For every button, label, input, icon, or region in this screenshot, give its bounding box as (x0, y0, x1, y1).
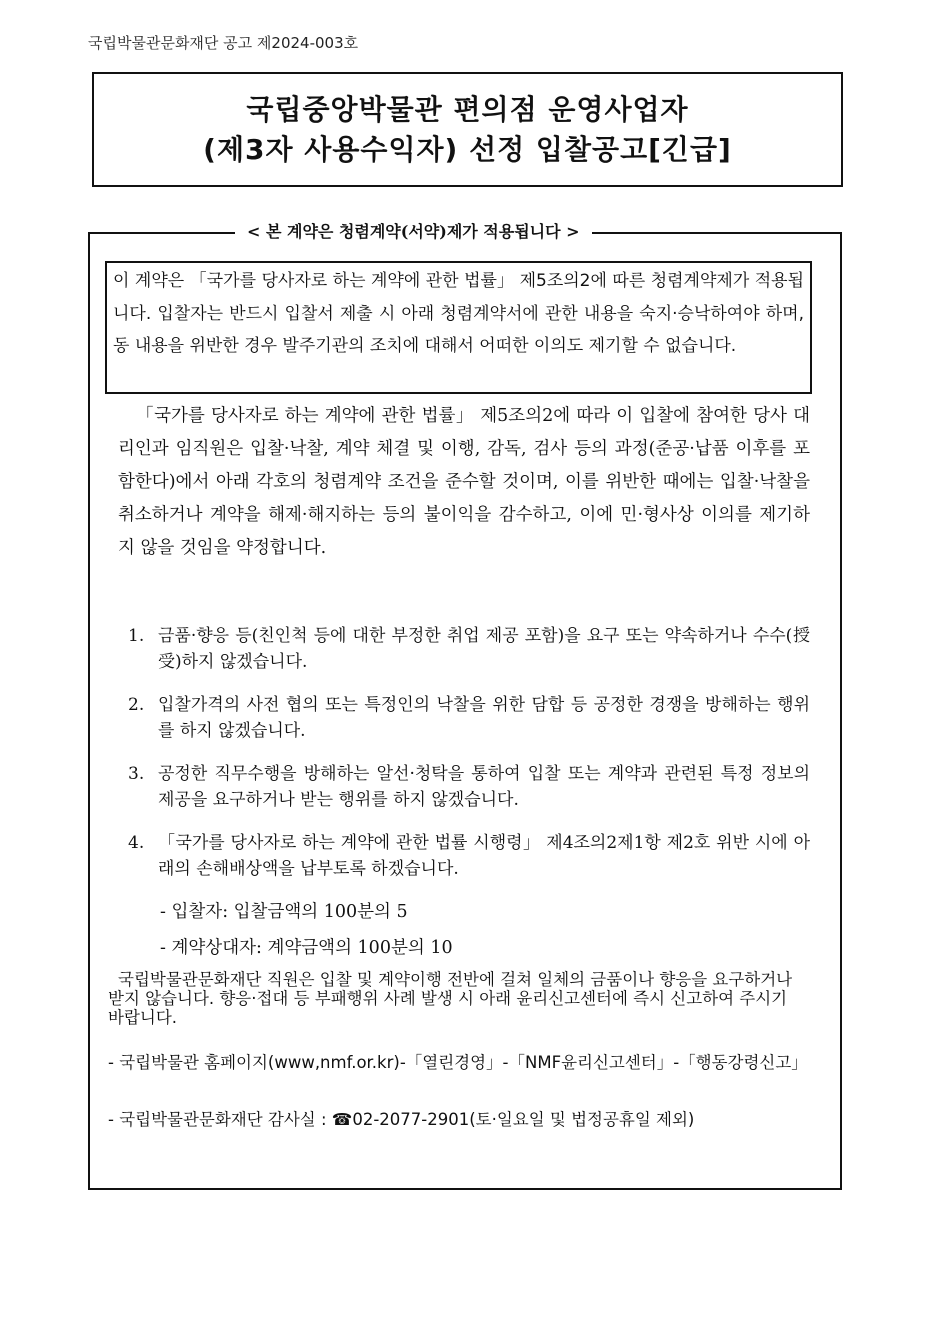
pledge-item-3 (128, 761, 810, 813)
item-text: 금품·향응 등(친인척 등에 대한 부정한 취업 제공 포함)을 요구 또는 약속하거나 수수(授受)하지 않겠습니다. (158, 626, 810, 672)
item-text: 공정한 직무수행을 방해하는 알선·청탁을 통하여 입찰 또는 계약과 관련된 특정 정보의 제공을 요구하거나 받는 행위를 하지 않겠습니다. (158, 764, 810, 810)
title-line-2: (제3자 사용수익자) 선정 입찰공고[긴급] (203, 132, 732, 166)
audit-office-phone: 02-2077-2901(토·일요일 및 법정공휴일 제외) (352, 1110, 695, 1129)
damages-contractor: - 계약상대자: 계약금액의 100분의 10 (160, 938, 453, 958)
audit-office-label: - 국립박물관문화재단 감사실 : (108, 1110, 332, 1129)
pledge-item-2 (128, 692, 810, 744)
pledge-item-4 (128, 830, 810, 882)
item-number: 3. (128, 764, 145, 784)
damages-bidder: - 입찰자: 입찰금액의 100분의 5 (160, 902, 408, 922)
item-number: 2. (128, 695, 145, 715)
title-line-1: 국립중앙박물관 편의점 운영사업자 (246, 92, 689, 126)
item-text: 입찰가격의 사전 협의 또는 특정인의 낙찰을 위한 담합 등 공정한 경쟁을 방해하는 행위를 하지 않겠습니다. (158, 695, 810, 741)
item-number: 1. (128, 626, 145, 646)
pledge-item-1 (128, 623, 810, 675)
pledge-paragraph: 「국가를 당사자로 하는 계약에 관한 법률」 제5조의2에 따라 이 입찰에 참여한 당사 대리인과 임직원은 입찰·낙찰, 계약 체결 및 이행, 감독, 검사 등의 과정(준공·납품 이후를 포함한다)에서 아래 각호의 청렴계약 조건을 준수할 것이며, 이를 위반한 때에는 입찰·낙찰을 취소하거나 계약을 해제·해지하는 등의 불이익을 감수하고, 이에 민·형사상 이의를 제기하지 않을 것임을 약정합니다. (118, 406, 810, 558)
ethics-notice: 국립박물관문화재단 직원은 입찰 및 계약이행 전반에 걸쳐 일체의 금품이나 향응을 요구하거나 받지 않습니다. 향응·접대 등 부패행위 사례 발생 시 아래 윤리신고센터에 즉시 신고하여 주시기 바랍니다. (108, 970, 793, 1027)
item-text: 「국가를 당사자로 하는 계약에 관한 법률 시행령」 제4조의2제1항 제2호 위반 시에 아래의 손해배상액을 납부토록 하겠습니다. (158, 833, 810, 879)
title-box (92, 72, 843, 187)
document-number: 국립박물관문화재단 공고 제2024-003호 (88, 34, 359, 52)
phone-icon: ☎ (331, 1110, 353, 1129)
audit-office-contact (108, 1109, 808, 1130)
integrity-contract-heading: < 본 계약은 청렴계약(서약)제가 적용됩니다 > (235, 219, 592, 245)
homepage-report-path: - 국립박물관 홈페이지(www,nmf.or.kr)-「열린경영」-「NMF윤리신고센터」-「행동강령신고」 (108, 1053, 808, 1072)
item-number: 4. (128, 833, 145, 853)
notice-box: 이 계약은 「국가를 당사자로 하는 계약에 관한 법률」 제5조의2에 따른 청렴계약제가 적용됩니다. 입찰자는 반드시 입찰서 제출 시 아래 청렴계약서에 관한 내용을 숙지·승낙하여야 하며, 동 내용을 위반한 경우 발주기관의 조치에 대해서 어떠한 이의도 제기할 수 없습니다. (105, 261, 812, 394)
